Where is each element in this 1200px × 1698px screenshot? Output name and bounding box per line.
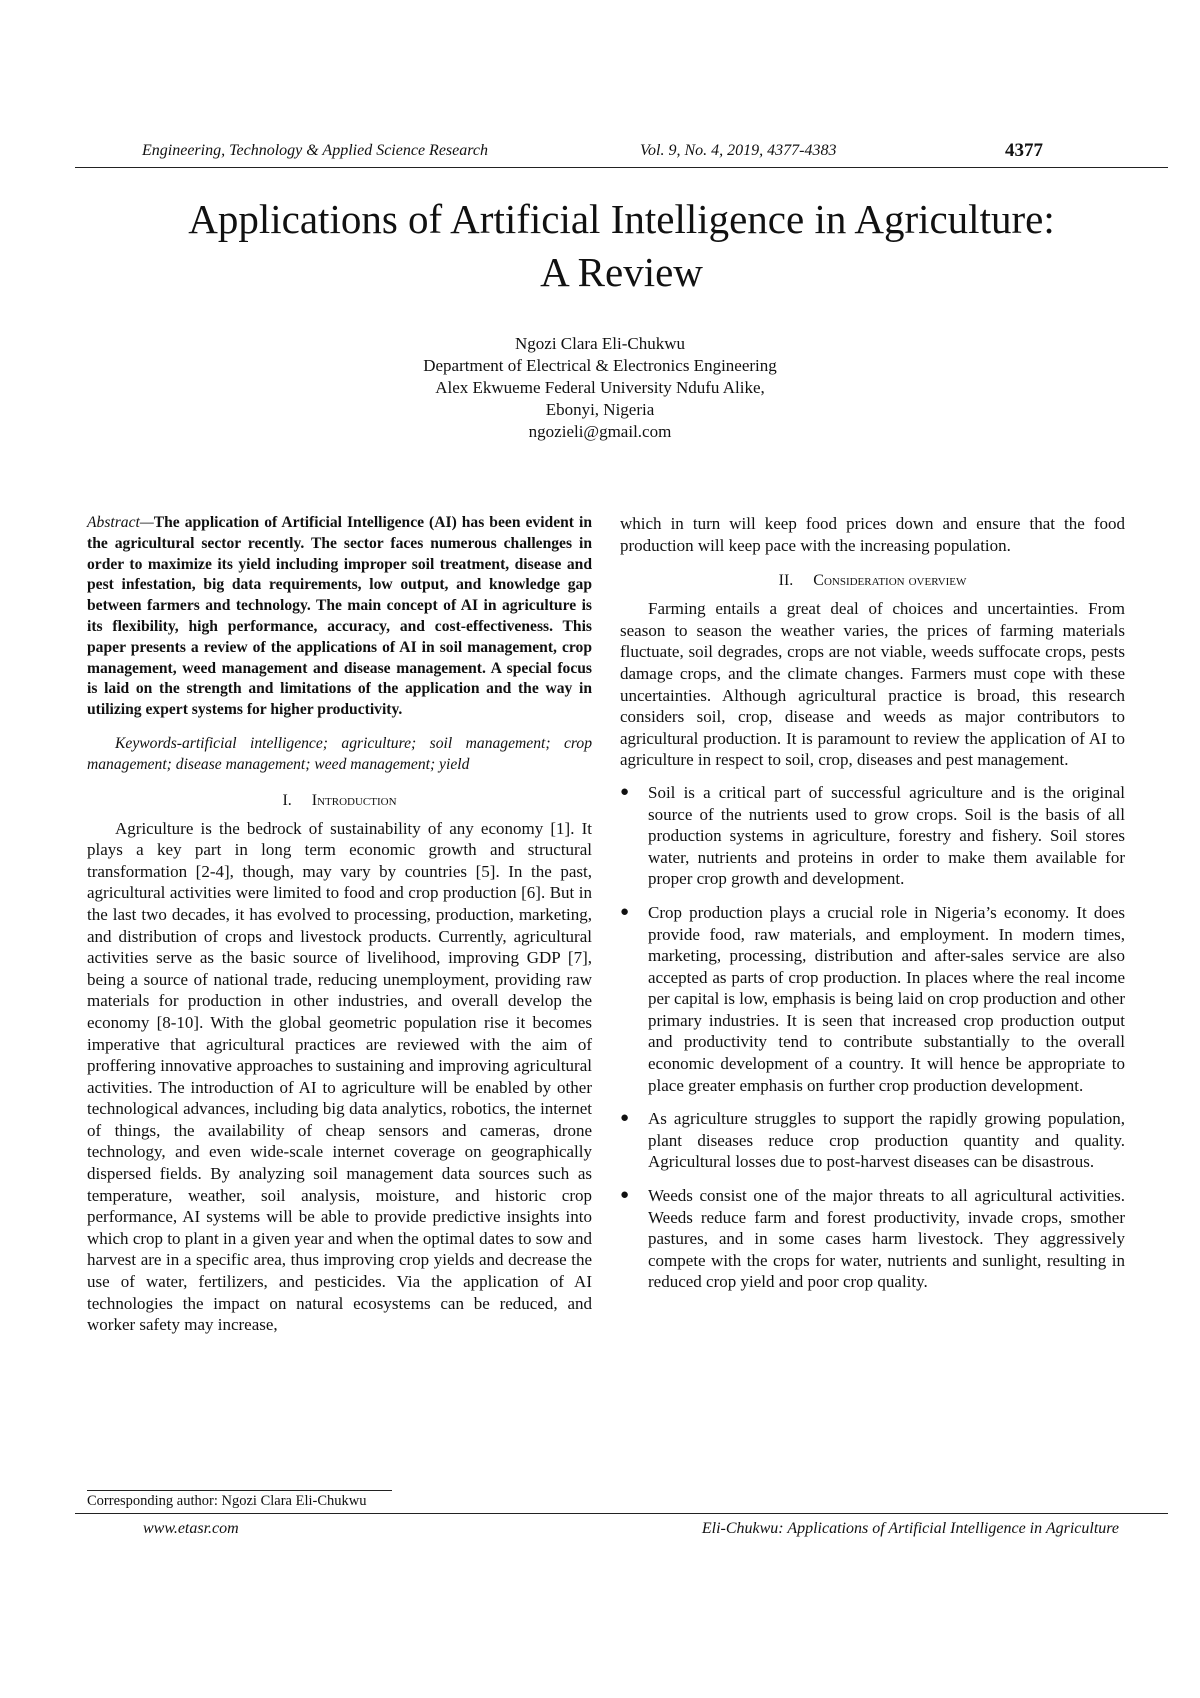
footer-citation: Eli-Chukwu: Applications of Artificial Intelligence in Agriculture [701, 1520, 1119, 1537]
header-rule [75, 167, 1168, 168]
bullet-item-soil [620, 782, 1125, 890]
corresponding-author-footnote: Corresponding author: Ngozi Clara Eli-Chukwu [87, 1493, 367, 1509]
paper-title-line-1: Applications of Artificial Intelligence in Agriculture: [188, 196, 1055, 242]
overview-paragraph: Farming entails a great deal of choices and uncertainties. From season to season the weather varies, the prices of farming materials fluctuate, soil degrades, crops are not viable, weeds suffocate crops, pests damage crops, and the climate changes. Farmers must cope with these uncertainties. Although agricultural practice is broad, this research considers soil, crop, disease and weeds as major contributors to agricultural production. It is paramount to review the application of AI to agriculture in respect to soil, crop, diseases and pest management. [620, 599, 1125, 770]
bullet-text: Crop production plays a crucial role in Nigeria’s economy. It does provide food, raw materials, and employment. In modern times, marketing, processing, distribution and after-sales service are also accepted as parts of crop production. In places where the real income per capital is low, emphasis is being laid on crop production and other primary industries. It is seen that increased crop production output and productivity tend to contribute substantially to the overall economic development of a country. It will hence be appropriate to place greater emphasis on further crop production development. [648, 902, 1125, 1095]
bullet-icon: ● [620, 1110, 630, 1127]
section-heading-overview [620, 571, 1125, 591]
section-number: I. [282, 791, 292, 809]
paper-title [75, 193, 1168, 299]
abstract-label: Abstract— [87, 514, 154, 531]
bullet-item-disease [620, 1108, 1125, 1173]
bullet-text: As agriculture struggles to support the rapidly growing population, plant diseases reduce crop production quantity and quality. Agricultural losses due to post-harvest diseases can be disastrous. [648, 1109, 1125, 1172]
left-column [87, 513, 592, 1336]
bullet-icon: ● [620, 783, 630, 800]
section-number: II. [778, 572, 794, 590]
introduction-continuation: which in turn will keep food prices down and ensure that the food production will keep pace with the increasing population. [620, 514, 1125, 555]
paper-title-line-2: A Review [540, 249, 703, 295]
author-email[interactable]: ngozieli@gmail.com [528, 422, 672, 441]
footnote-rule [87, 1490, 392, 1491]
bullet-item-crop [620, 902, 1125, 1096]
abstract-text: The application of Artificial Intelligence (AI) has been evident in the agricultural sector recently. The sector faces numerous challenges in order to maximize its yield including improper soil treatment, disease and pest infestation, big data requirements, low output, and knowledge gap between farmers and technology. The main concept of AI in agriculture is its flexibility, high performance, accuracy, and cost-effectiveness. This paper presents a review of the applications of AI in soil management, crop management, weed management and disease management. A special focus is laid on the strength and limitations of the application and the way in utilizing expert systems for higher productivity. [87, 514, 592, 719]
author-university: Alex Ekwueme Federal University Ndufu Alike, [435, 378, 765, 397]
running-header [75, 139, 1168, 169]
abstract [87, 513, 592, 721]
introduction-paragraph: Agriculture is the bedrock of sustainability of any economy [1]. It plays a key part in long term economic growth and structural transformation [2-4], though, may vary by countries [5]. In the past, agricultural activities were limited to food and crop production [6]. But in the last two decades, it has evolved to processing, production, marketing, and distribution of crops and livestock products. Currently, agricultural activities serve as the basic source of livelihood, improving GDP [7], being a source of national trade, reducing unemployment, providing raw materials for production in other industries, and overall develop the economy [8-10]. With the global geometric population rise it becomes imperative that agricultural practices are reviewed with the aim of proffering innovative approaches to sustaining and improving agricultural activities. The introduction of AI to agriculture will be enabled by other technological advances, including big data analytics, robotics, the internet of things, the availability of cheap sensors and cameras, drone technology, and even wide-scale internet coverage on geographically dispersed fields. By analyzing soil management data sources such as temperature, weather, soil analysis, moisture, and historic crop performance, AI systems will be able to provide predictive insights into which crop to plant in a given year and when the optimal dates to sow and harvest are in a specific area, thus improving crop yields and decrease the use of water, fertilizers, and pesticides. Via the application of AI technologies the impact on natural ecosystems can be reduced, and worker safety may increase, [87, 818, 592, 1335]
footer-website[interactable]: www.etasr.com [143, 1520, 239, 1537]
overview-bullet-list [620, 782, 1125, 1293]
bullet-icon: ● [620, 1187, 630, 1204]
author-name: Ngozi Clara Eli-Chukwu [515, 334, 685, 353]
right-column [620, 513, 1125, 1305]
volume-info: Vol. 9, No. 4, 2019, 4377-4383 [640, 142, 837, 159]
bullet-icon: ● [620, 903, 630, 920]
bullet-text: Weeds consist one of the major threats to all agricultural activities. Weeds reduce farm and forest productivity, invade crops, smother pastures, and in some cases harm livestock. They aggressively compete with the crops for water, nutrients and sunlight, resulting in reduced crop yield and poor crop quality. [648, 1186, 1125, 1292]
author-department: Department of Electrical & Electronics Engineering [423, 356, 777, 375]
section-heading-introduction [87, 791, 592, 811]
bullet-item-weeds [620, 1185, 1125, 1293]
section-title: Introduction [311, 791, 397, 809]
footer-rule [75, 1513, 1168, 1514]
journal-name: Engineering, Technology & Applied Science Research [142, 142, 488, 159]
author-location: Ebonyi, Nigeria [545, 400, 655, 419]
author-block [300, 333, 900, 443]
bullet-text: Soil is a critical part of successful agriculture and is the original source of the nutrients used to grow crops. Soil is the basis of all production systems in agriculture, forestry and fishery. Soil stores water, nutrients and proteins in order to make them available for proper crop growth and development. [648, 782, 1125, 889]
page-number: 4377 [1005, 140, 1043, 161]
section-title: Consideration overview [813, 572, 967, 590]
keywords: Keywords-artificial intelligence; agriculture; soil management; crop management; disease management; weed management; yield [87, 734, 592, 773]
